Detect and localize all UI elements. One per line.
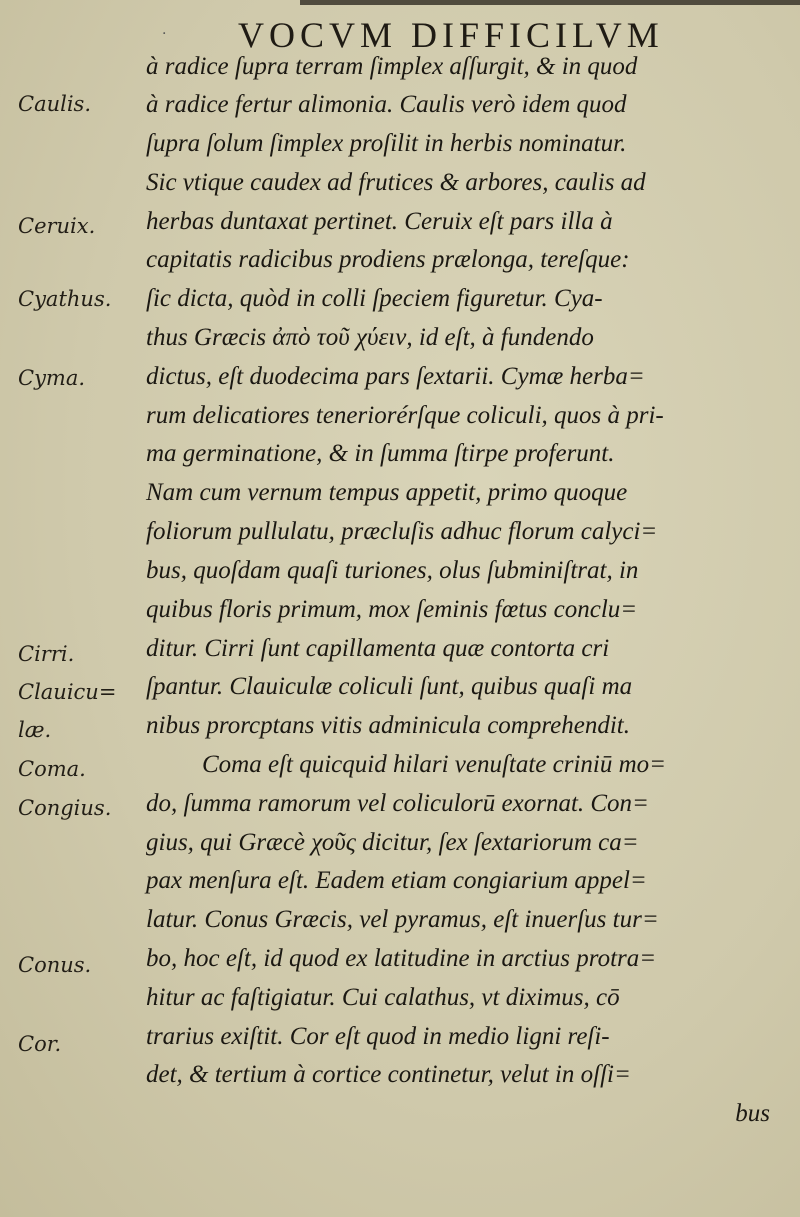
text-line: Coma eſt quicquid hilari venuſtate criniū mo= bbox=[202, 751, 667, 778]
text-line: herbas duntaxat pertinet. Ceruix eſt pars illa à bbox=[146, 208, 613, 235]
text-line: dictus, eſt duodecima pars ſextarii. Cymæ herba= bbox=[146, 363, 645, 390]
text-line: Sic vtique caudex ad frutices & arbores, caulis ad bbox=[146, 169, 646, 196]
margin-gloss: Cirri. bbox=[18, 642, 75, 666]
text-line: ditur. Cirri ſunt capillamenta quæ contorta cri bbox=[146, 635, 610, 662]
margin-gloss: Caulis. bbox=[18, 92, 91, 116]
margin-column bbox=[0, 0, 150, 1217]
text-line: foliorum pullulatu, præcluſis adhuc florum calyci= bbox=[146, 518, 658, 545]
margin-gloss: Cyma. bbox=[18, 366, 86, 390]
text-line: trarius exiſtit. Cor eſt quod in medio ligni reſi- bbox=[146, 1023, 610, 1050]
margin-gloss: Cyathus. bbox=[18, 287, 112, 311]
text-line: det, & tertium à cortice continetur, velut in oſſi= bbox=[146, 1061, 631, 1088]
text-line: rum delicatiores teneriorérſque coliculi, quos à pri- bbox=[146, 402, 664, 429]
margin-gloss: Clauicu= bbox=[18, 680, 117, 704]
text-line: nibus prorcptans vitis adminicula comprehendit. bbox=[146, 712, 630, 739]
text-line: gius, qui Græcè χοῦς dicitur, ſex ſextariorum ca= bbox=[146, 829, 639, 856]
text-line: à radice fertur alimonia. Caulis verò idem quod bbox=[146, 91, 627, 118]
text-line: bo, hoc eſt, id quod ex latitudine in arctius protra= bbox=[146, 945, 657, 972]
margin-gloss: Conus. bbox=[18, 953, 92, 977]
text-line: ſupra ſolum ſimplex proſilit in herbis nominatur. bbox=[146, 130, 627, 157]
page-top-edge bbox=[300, 0, 800, 5]
text-line: pax menſura eſt. Eadem etiam congiarium appel= bbox=[146, 867, 647, 894]
text-line: ſic dicta, quòd in colli ſpeciem figuretur. Cya- bbox=[146, 285, 603, 312]
margin-gloss: læ. bbox=[18, 718, 52, 742]
catchword: bus bbox=[735, 1100, 770, 1127]
margin-gloss: Cor. bbox=[18, 1032, 62, 1056]
text-line: Nam cum vernum tempus appetit, primo quoque bbox=[146, 479, 628, 506]
header-ornament: · bbox=[162, 26, 167, 42]
text-line: à radice ſupra terram ſimplex aſſurgit, & in quod bbox=[146, 53, 638, 80]
margin-gloss: Ceruix. bbox=[18, 214, 96, 238]
text-line: quibus floris primum, mox ſeminis fœtus conclu= bbox=[146, 596, 638, 623]
text-line: ma germinatione, & in ſumma ſtirpe proferunt. bbox=[146, 440, 615, 467]
running-head: VOCVM DIFFICILVM bbox=[238, 15, 664, 55]
text-line: capitatis radicibus prodiens prælonga, tereſque: bbox=[146, 246, 630, 273]
text-line: bus, quoſdam quaſi turiones, olus ſubminiſtrat, in bbox=[146, 557, 639, 584]
margin-gloss: Coma. bbox=[18, 757, 86, 781]
text-line: ſpantur. Clauiculæ coliculi ſunt, quibus quaſi ma bbox=[146, 673, 633, 700]
text-line: thus Græcis ἀπὸ τοῦ χύειν, id eſt, à fundendo bbox=[146, 324, 594, 351]
margin-gloss: Congius. bbox=[18, 796, 112, 820]
text-line: hitur ac faſtigiatur. Cui calathus, vt diximus, cō bbox=[146, 984, 620, 1011]
text-line: latur. Conus Græcis, vel pyramus, eſt inuerſus tur= bbox=[146, 906, 659, 933]
text-line: do, ſumma ramorum vel coliculorū exornat. Con= bbox=[146, 790, 649, 817]
